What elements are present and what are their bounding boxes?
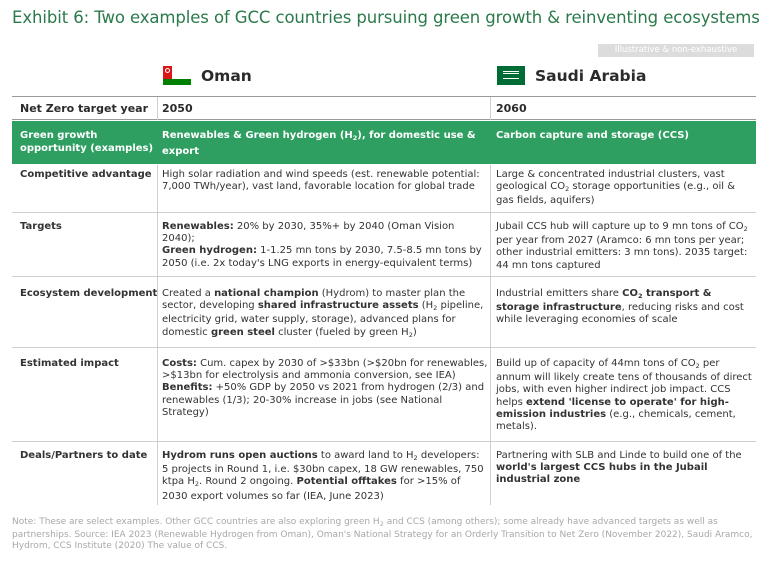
net-zero-saudi: 2060 — [496, 102, 527, 115]
net-zero-oman: 2050 — [162, 102, 193, 115]
targets-oman: Renewables: 20% by 2030, 35%+ by 2040 (Oman Vision 2040); Green hydrogen: 1-1.25 mn tons by 2030, 7.5-8.5 mn tons by 2050 (i.e. 2x today's LNG exports in energy-equivalent terms) — [162, 221, 482, 269]
country-name-oman: Oman — [201, 66, 252, 85]
country-name-saudi: Saudi Arabia — [535, 66, 647, 85]
green-growth-label: Green growth opportunity (examples) — [20, 130, 154, 154]
green-growth-oman: Renewables & Green hydrogen $(H_2)$, for domestic use & export — [162, 130, 476, 157]
net-zero-row — [12, 96, 756, 120]
page-title: Exhibit 6: Two examples of GCC countries pursuing green growth & reinventing ecosystems — [12, 8, 760, 27]
competitive-oman: High solar radiation and wind speeds (est. renewable potential: 7,000 TWh/year), vast land, favorable location for global trade — [162, 169, 480, 193]
oman-flag-icon — [163, 66, 191, 85]
competitive-label: Competitive advantage — [20, 169, 152, 180]
deals-label: Deals/Partners to date — [20, 450, 148, 461]
saudi-flag-icon — [497, 66, 525, 85]
ecosystem-label: Ecosystem development — [20, 288, 158, 299]
ecosystem-oman: Created a national champion (Hydrom) to master plan the sector, developing shared infrastructure assets ($H_2$ pipeline, electricity grid, water supply, storage), advanced plans for domestic green steel cluster (fueled by green $H_2$) — [162, 288, 484, 339]
green-growth-row — [12, 121, 756, 164]
impact-label: Estimated impact — [20, 358, 119, 369]
illustrative-tag: Illustrative & non-exhaustive — [598, 44, 754, 57]
targets-label: Targets — [20, 221, 62, 232]
competitive-saudi: Large & concentrated industrial clusters, vast geological $CO_2$ storage opportunities (e.g., oil & gas fields, aquifers) — [496, 169, 735, 207]
deals-saudi: Partnering with SLB and Linde to build one of the world's largest CCS hubs in the Jubail industrial zone — [496, 450, 742, 486]
targets-saudi: Jubail CCS hub will capture up to 9 mn tons of $CO_2$ per year from 2027 (Aramco: 6 mn tons per year; other industrial emitters: 3 mn tons). 2035 target: 44 mn tons captured — [496, 221, 748, 271]
country-header-oman — [163, 66, 252, 85]
impact-oman: Costs: Cum. capex by 2030 of >$33bn (>$20bn for renewables, >$13bn for electrolysis and ammonia conversion, see IEA) Benefits: +50% GDP by 2050 vs 2021 from hydrogen (2/3) and renewables (1/3); 20-30% increase in jobs (see National Strategy) — [162, 358, 488, 418]
green-growth-saudi: Carbon capture and storage (CCS) — [496, 130, 689, 141]
net-zero-label: Net Zero target year — [20, 102, 149, 115]
ecosystem-saudi: Industrial emitters share $CO_2$ transport & storage infrastructure, reducing risks and cost while leveraging economies of scale — [496, 288, 744, 326]
impact-saudi: Build up of capacity of 44mn tons of $CO_2$ per annum will likely create tens of thousands of direct jobs, with even higher indirect job impact. CCS helps extend 'license to operate' for high-emission industries (e.g., chemicals, cement, metals). — [496, 358, 752, 433]
footnote: Note: These are select examples. Other GCC countries are also exploring green $H_2$ and CCS (among others); some already have advanced targets as well as partnerships. Source: IEA 2023 (Renewable Hydrogen from Oman), Oman's National Strategy for an Orderly Transition to Net Zero (November 2022), Saudi Aramco, Hydrom, CCS Institute (2020) The value of CCS. — [12, 517, 753, 551]
country-header-saudi — [497, 66, 646, 85]
deals-oman: Hydrom runs open auctions to award land to $H_2$ developers: 5 projects in Round 1, i.e. $30bn capex, 18 GW renewables, 750 ktpa $H_2$. Round 2 ongoing. Potential offtakes for >15% of 2030 export volumes so far (IEA, June 2023) — [162, 450, 484, 502]
